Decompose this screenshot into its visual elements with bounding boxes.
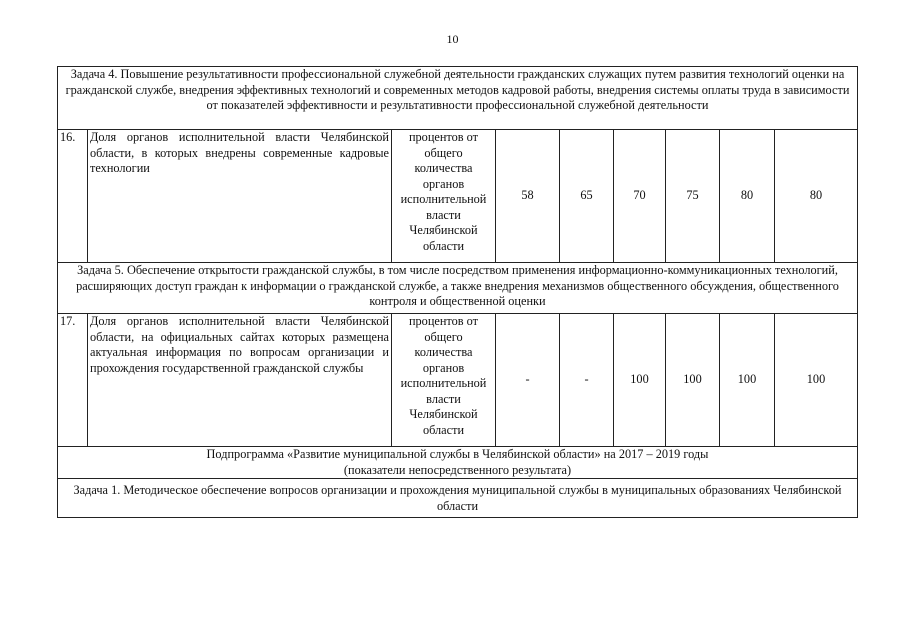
indicator-description: Доля органов исполнительной власти Челябинской области, на официальных сайтах которых размещена актуальная информация по вопросам организации и прохождения государственной гражданской службы <box>88 314 392 447</box>
indicator-value: 100 <box>775 314 858 447</box>
indicator-value: 75 <box>666 130 720 263</box>
task-4-text: Задача 4. Повышение результативности профессиональной служебной деятельности гражданских служащих путем развития технологий оценки на гражданской службе, внедрения эффективных технологий и современных методов кадровой работы, внедрения системы оплаты труда в зависимости от показателей эффективности и результативности профессиональной служебной деятельности <box>58 67 858 130</box>
indicator-value: 100 <box>614 314 666 447</box>
task-1-row <box>58 479 858 518</box>
indicators-table <box>57 66 858 518</box>
indicator-value: 65 <box>560 130 614 263</box>
indicator-number: 17. <box>58 314 88 447</box>
indicator-description: Доля органов исполнительной власти Челябинской области, в которых внедрены современные кадровые технологии <box>88 130 392 263</box>
indicator-unit: процентов от общего количества органов исполнительной власти Челябинской области <box>392 314 496 447</box>
indicator-value: 58 <box>496 130 560 263</box>
indicator-value: - <box>560 314 614 447</box>
indicator-value: 80 <box>775 130 858 263</box>
indicator-unit: процентов от общего количества органов исполнительной власти Челябинской области <box>392 130 496 263</box>
indicator-17-row <box>58 314 858 447</box>
indicator-16-row <box>58 130 858 263</box>
subprogram-heading <box>58 447 858 479</box>
task-4-row <box>58 67 858 130</box>
task-5-text: Задача 5. Обеспечение открытости гражданской службы, в том числе посредством применения информационно-коммуникационных технологий, расширяющих доступ граждан к информации о гражданской службе, а также внедрения механизмов общественного обсуждения, общественного контроля и общественной оценки <box>58 263 858 314</box>
task-5-row <box>58 263 858 314</box>
indicator-value: 70 <box>614 130 666 263</box>
indicator-value: 100 <box>720 314 775 447</box>
indicator-value: 100 <box>666 314 720 447</box>
subprogram-subtitle: (показатели непосредственного результата) <box>343 462 572 477</box>
indicator-value: 80 <box>720 130 775 263</box>
page-number: 10 <box>446 32 459 46</box>
task-1-text: Задача 1. Методическое обеспечение вопросов организации и прохождения муниципальной службы в муниципальных образованиях Челябинской области <box>58 479 858 518</box>
subprogram-row <box>58 447 858 479</box>
subprogram-title: Подпрограмма «Развитие муниципальной службы в Челябинской области» на 2017 – 2019 годы <box>206 447 709 461</box>
indicator-value: - <box>496 314 560 447</box>
indicator-number: 16. <box>58 130 88 263</box>
